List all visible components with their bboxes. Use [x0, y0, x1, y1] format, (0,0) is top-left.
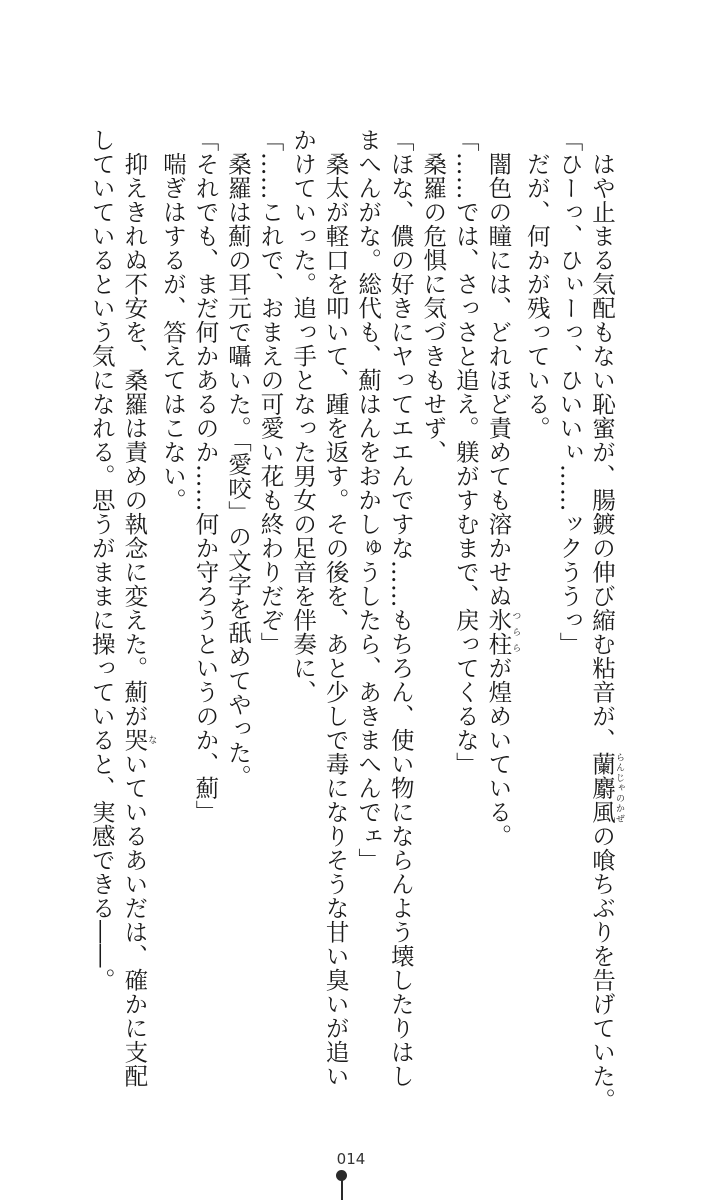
text-line: していているという気になれる。思うがままに操っていると、実感できる――。	[87, 128, 116, 992]
text-line: 桑羅の危惧に気づきもせず、	[419, 128, 448, 464]
ruby-word: 哭な	[120, 728, 157, 752]
vertical-text-block	[85, 128, 624, 1112]
text-line: 闇色の瞳には、どれほど責めても溶かせぬ氷柱つららが煌めいている。	[484, 128, 521, 848]
text-line: 桑太が軽口を叩いて、踵を返す。その後を、あと少しで毒になりそうな甘い臭いが追い	[321, 128, 350, 1088]
text-line: だが、何かが残っている。	[522, 128, 551, 440]
text-line: 桑羅は薊の耳元で囁いた。「愛咬」の文字を舐めてやった。	[223, 128, 252, 789]
text-line: 抑えきれぬ不安を、桑羅は責めの執念に変えた。薊が哭ないているあいだは、確かに支配	[120, 128, 157, 1088]
text-line: かけていった。追っ手となった男女の足音を伴奏に、	[289, 128, 318, 704]
text-line: 「……これで、おまえの可愛い花も終わりだぞ」	[256, 128, 285, 656]
text-line: 喘ぎはするが、答えてはこない。	[158, 128, 187, 512]
page-number: 014	[336, 1150, 366, 1168]
text-line: 「ほな、儂の好きにヤってエエんですな……もちろん、使い物にならんよう壊したりはし	[386, 128, 415, 1088]
ruby-word: 蘭麝風らんじゃのかぜ	[588, 752, 624, 824]
folio-ornament-icon	[341, 1170, 343, 1200]
text-line: 「それでも、まだ何かあるのか……何か守ろうというのか、薊」	[191, 128, 220, 824]
ruby-word: 氷柱つらら	[484, 608, 521, 656]
text-line: 「……では、さっさと追え。躾がすむまで、戻ってくるな」	[451, 128, 480, 776]
text-line: 「ひーっ、ひぃーっ、ひいいぃ……ックううっ」	[555, 128, 584, 656]
text-line: はや止まる気配もない恥蜜が、腸鍍の伸び縮む粘音が、蘭麝風らんじゃのかぜの喰ちぶりを告げていた。	[588, 128, 624, 1112]
text-line: まへんがな。総代も、薊はんをおかしゅうしたら、あきまへんでェ」	[354, 128, 383, 872]
